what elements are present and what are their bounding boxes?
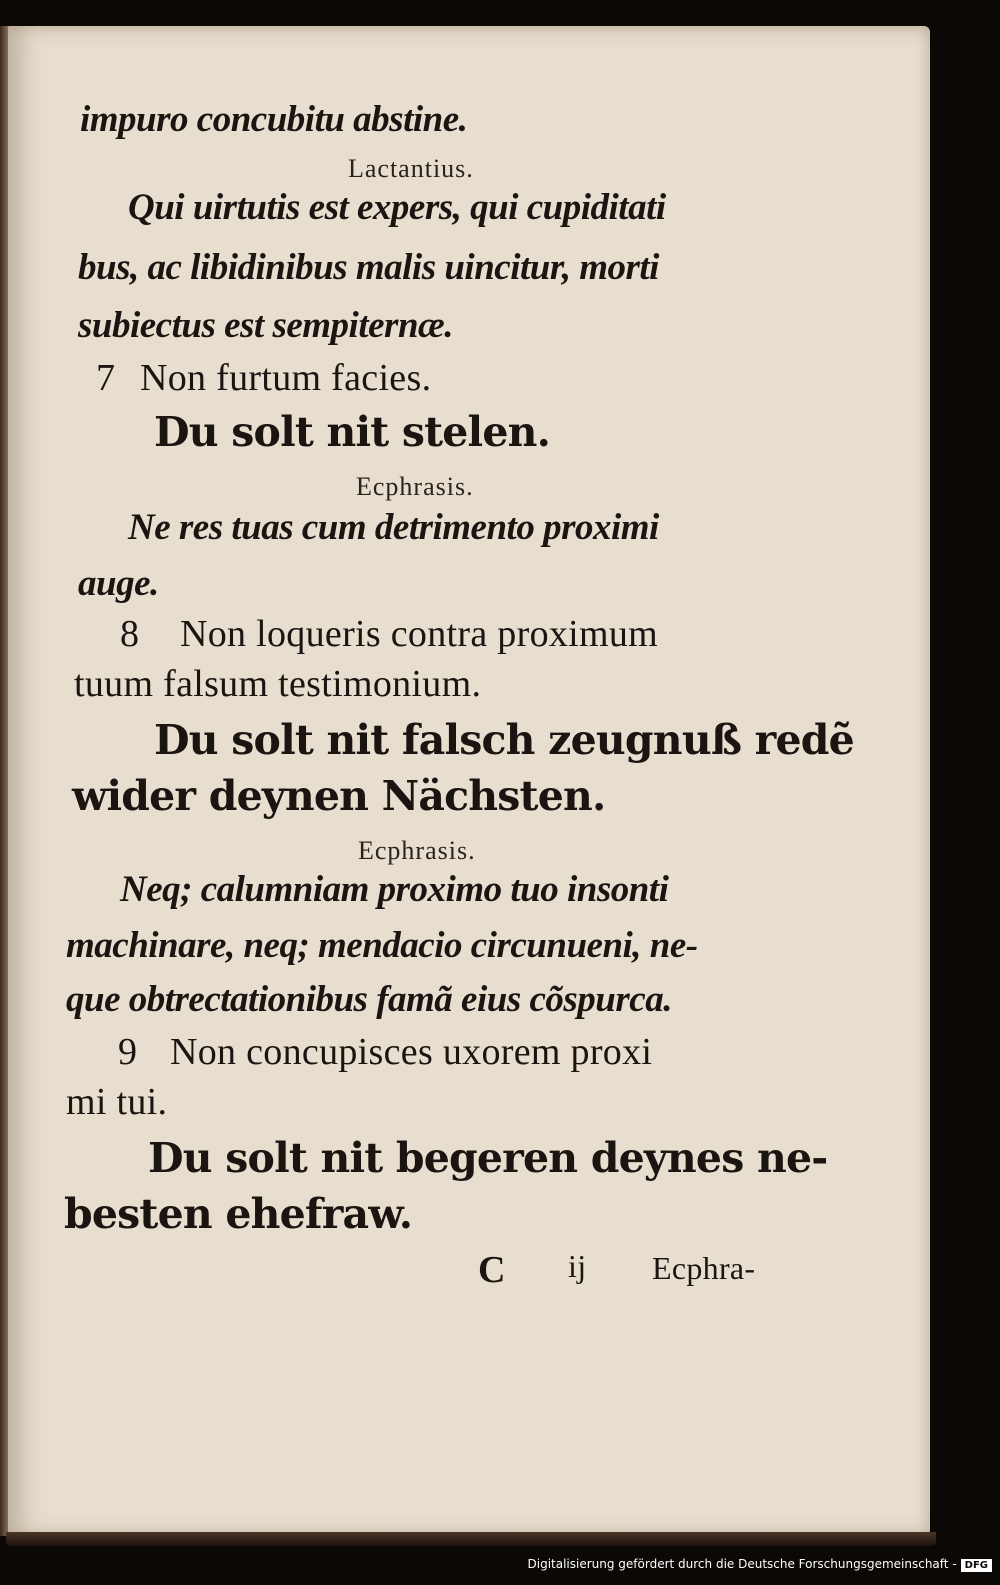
text-line: bus, ac libidinibus malis uincitur, morti [78,247,659,288]
commandment-text: Non furtum facies. [140,357,432,399]
commandment-7 [96,356,431,400]
german-line: Du solt nit begeren deynes ne- [148,1134,828,1182]
section-heading: Ecphrasis. [356,472,474,501]
commandment-number: 9 [118,1031,138,1073]
section-heading: Lactantius. [348,154,474,183]
commandment-8 [120,612,658,656]
text-line: subiectus est sempiternæ. [78,305,453,346]
german-line: wider deynen Nächsten. [72,772,606,820]
text-line: mi tui. [66,1081,168,1123]
credit-text: Digitalisierung gefördert durch die Deutsche Forschungsgemeinschaft - [527,1557,957,1571]
page-bottom-edge [6,1532,936,1546]
signature-mark: C [478,1249,506,1291]
book-page [8,26,930,1536]
commandment-number: 7 [96,357,116,399]
text-line: auge. [78,563,159,604]
digitization-credit [528,1557,993,1572]
commandment-number: 8 [120,613,140,655]
text-line: Ne res tuas cum detrimento proximi [128,507,659,548]
text-line: machinare, neq; mendacio circunueni, ne- [66,925,698,966]
commandment-text: Non concupisces uxorem proxi [170,1031,653,1073]
text-line: que obtrectationibus famã eius cõspurca. [66,979,672,1020]
signature-number: ij [568,1248,587,1284]
german-line: besten ehefraw. [64,1190,413,1238]
text-line: impuro concubitu abstine. [80,99,468,140]
section-heading: Ecphrasis. [358,836,476,865]
german-line: Du solt nit stelen. [154,408,551,456]
text-line: tuum falsum testimonium. [74,663,482,705]
catchword: Ecphra- [652,1250,756,1286]
commandment-text: Non loqueris contra proximum [180,613,659,655]
german-line: Du solt nit falsch zeugnuß redẽ [154,716,854,764]
text-line: Qui uirtutis est expers, qui cupiditati [128,187,666,228]
dfg-logo: DFG [961,1559,992,1572]
text-line: Neq; calumniam proximo tuo insonti [120,869,669,910]
commandment-9 [118,1030,652,1074]
